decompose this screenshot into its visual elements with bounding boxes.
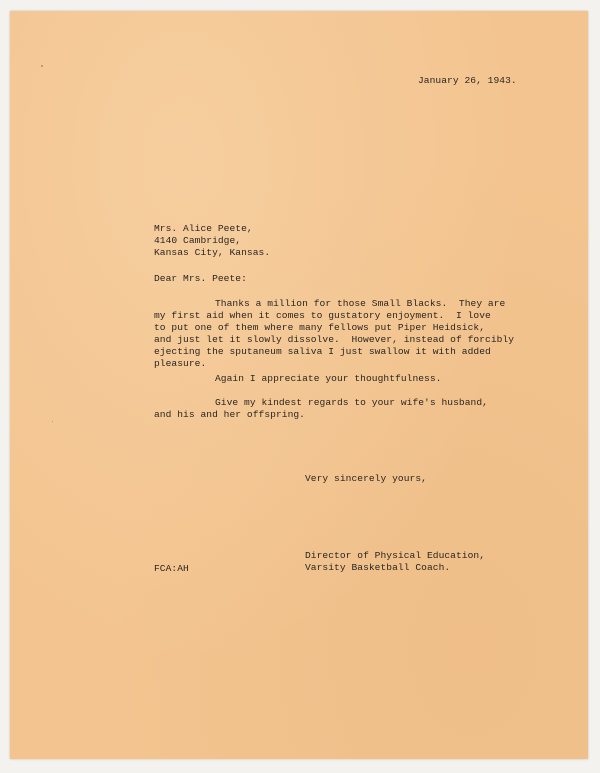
closing: Very sincerely yours, (305, 473, 427, 484)
recipient-street: 4140 Cambridge, (154, 235, 242, 246)
signature-line-1: Director of Physical Education, (305, 550, 486, 561)
signature-line-2: Varsity Basketball Coach. (305, 562, 451, 573)
paper-speck (41, 65, 43, 67)
paragraph-1-line-3: to put one of them where many fellows put Piper Heidsick, (154, 322, 486, 333)
letter-paper (10, 11, 588, 759)
paragraph-2: Again I appreciate your thoughtfulness. (215, 373, 442, 384)
salutation: Dear Mrs. Peete: (154, 273, 247, 284)
paragraph-3-line-1: Give my kindest regards to your wife's husband, (215, 397, 488, 408)
recipient-name: Mrs. Alice Peete, (154, 223, 253, 234)
paragraph-1-line-6: pleasure. (154, 358, 207, 369)
letter-date: January 26, 1943. (418, 75, 517, 86)
paragraph-3-line-2: and his and her offspring. (154, 409, 305, 420)
recipient-city: Kansas City, Kansas. (154, 247, 271, 258)
initials: FCA:AH (154, 563, 189, 574)
paragraph-1-line-5: ejecting the sputaneum saliva I just swallow it with added (154, 346, 491, 357)
paragraph-1-line-2: my first aid when it comes to gustatory enjoyment. I love (154, 310, 491, 321)
paragraph-1-line-4: and just let it slowly dissolve. However, instead of forcibly (154, 334, 515, 345)
paragraph-1-line-1: Thanks a million for those Small Blacks. They are (215, 298, 506, 309)
paper-speck (52, 421, 53, 422)
